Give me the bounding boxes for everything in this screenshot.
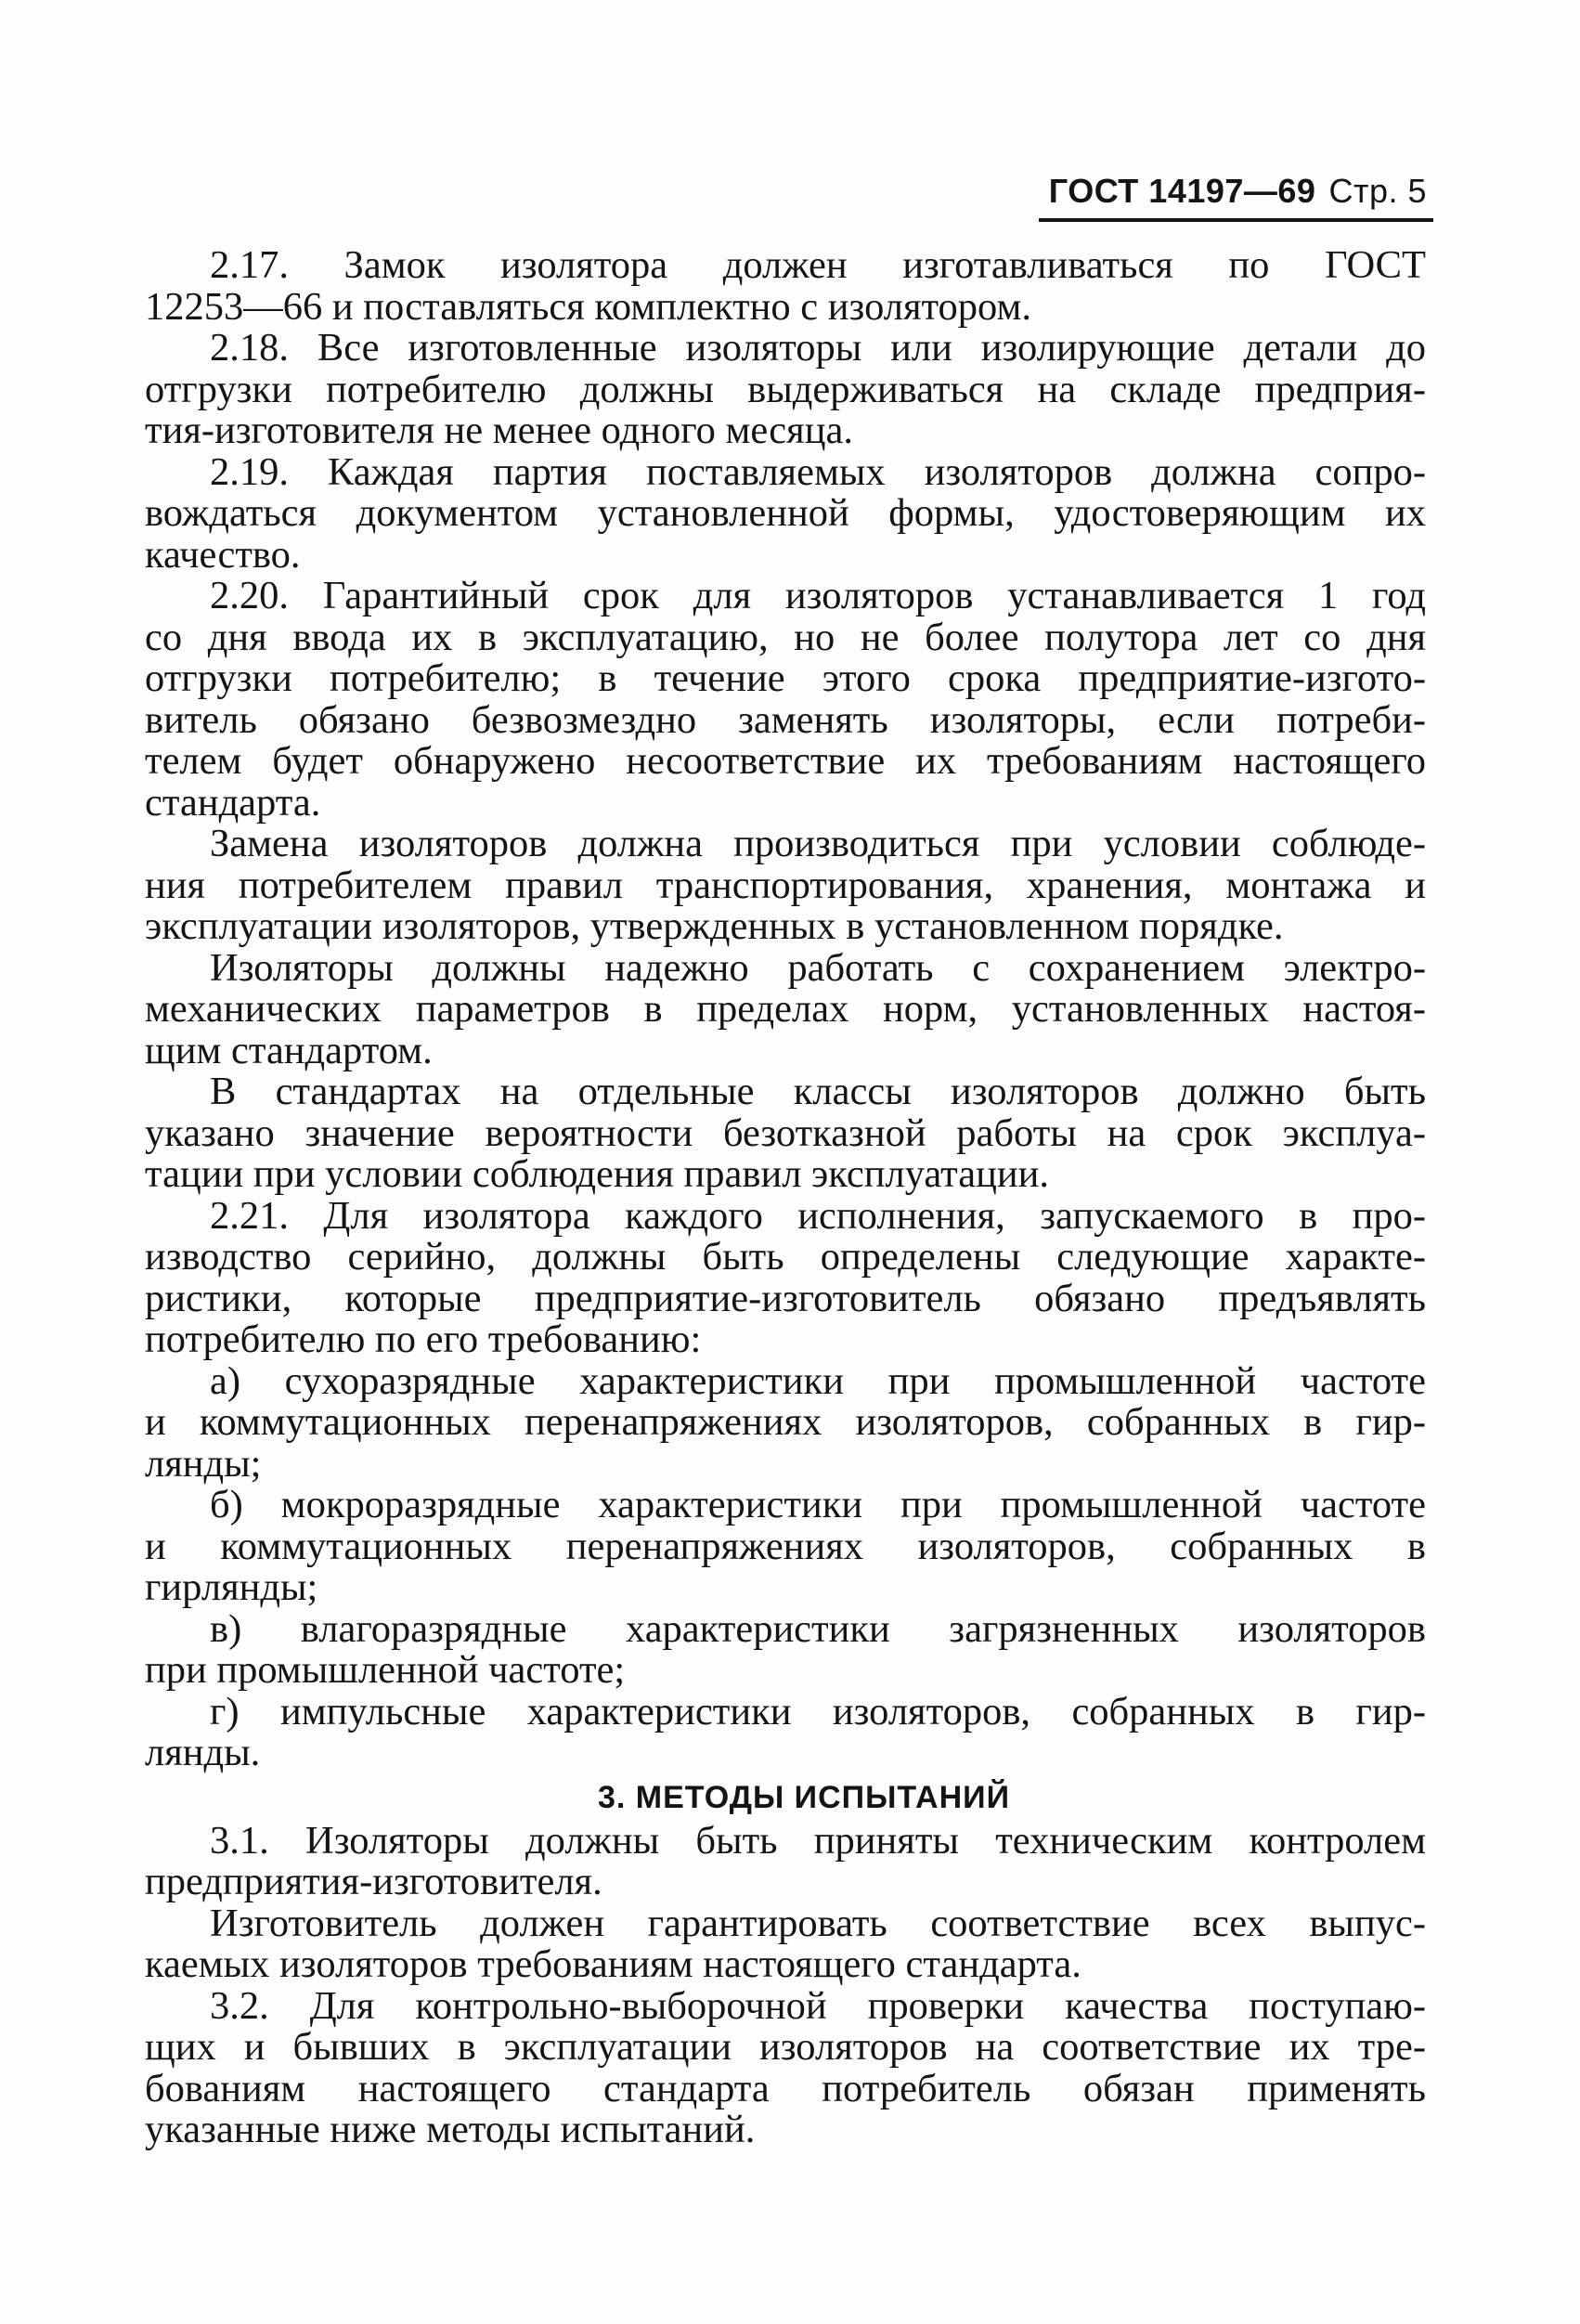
text-line: бованиям настоящего стандарта потребитель обязан применять <box>145 2066 1426 2110</box>
text-line: стандарта. <box>145 780 321 824</box>
list-item-line: а) сухоразрядные характеристики при промышленной частоте <box>210 1358 1426 1403</box>
text-line: 12253—66 и поставляться комплектно с изолятором. <box>145 284 1031 329</box>
text-line: 3.2. Для контрольно-выборочной проверки качества поступаю- <box>210 1983 1426 2028</box>
section-title: 3. МЕТОДЫ ИСПЫТАНИЙ <box>598 1779 1010 1815</box>
list-item-line: б) мокроразрядные характеристики при промышленной частоте <box>210 1483 1426 1526</box>
text-line: тия-изготовителя не менее одного месяца. <box>145 409 853 452</box>
text-line: Замена изоляторов должна производиться при условии соблюде- <box>210 822 1426 865</box>
text-line: витель обязано безвозмездно заменять изоляторы, если потреби- <box>145 697 1426 742</box>
text-line: указано значение вероятности безотказной работы на срок эксплуа- <box>145 1110 1426 1155</box>
standard-number: ГОСТ 14197—69 <box>1048 172 1316 210</box>
text-line: 2.17. Замок изолятора должен изготавливаться по ГОСТ <box>210 243 1426 287</box>
list-item-line: лянды. <box>145 1731 261 1774</box>
text-line: щих и бывших в эксплуатации изоляторов на соответствие их тре- <box>145 2025 1426 2069</box>
text-line: вождаться документом установленной формы, удостоверяющим их <box>145 491 1426 535</box>
text-line: указанные ниже методы испытаний. <box>145 2108 756 2151</box>
text-line: потребителю по его требованию: <box>145 1318 702 1361</box>
text-line: 2.20. Гарантийный срок для изоляторов устанавливается 1 год <box>210 574 1426 617</box>
text-line: ристики, которые предприятие-изготовитель обязано предъявлять <box>145 1276 1426 1320</box>
text-line: со дня ввода их в эксплуатацию, но не более полутора лет со дня <box>145 615 1426 659</box>
text-line: отгрузки потребителю; в течение этого срока предприятие-изгото- <box>145 656 1426 700</box>
text-line: тации при условии соблюдения правил эксплуатации. <box>145 1152 1049 1196</box>
list-item-line: г) импульсные характеристики изоляторов, собранных в гир- <box>210 1689 1426 1733</box>
list-item-line: гирлянды; <box>145 1565 318 1609</box>
list-item-line: в) влагоразрядные характеристики загрязненных изоляторов <box>210 1606 1426 1651</box>
body-text <box>145 245 1426 2151</box>
page-header <box>1049 173 1427 210</box>
text-line: Изоляторы должны надежно работать с сохранением электро- <box>210 945 1426 990</box>
text-line: механических параметров в пределах норм, установленных настоя- <box>145 987 1426 1031</box>
header-rule <box>1039 218 1433 222</box>
text-line: 2.18. Все изготовленные изоляторы или изолирующие детали до <box>210 326 1426 370</box>
text-line: предприятия-изготовителя. <box>145 1860 602 1903</box>
text-line: В стандартах на отдельные классы изоляторов должно быть <box>210 1070 1426 1113</box>
list-item-line: при промышленной частоте; <box>145 1648 626 1692</box>
text-line: каемых изоляторов требованиям настоящего стандарта. <box>145 1942 1081 1986</box>
text-line: 2.21. Для изолятора каждого исполнения, запускаемого в про- <box>210 1193 1426 1238</box>
text-line: эксплуатации изоляторов, утвержденных в установленном порядке. <box>145 904 1284 948</box>
text-line: Изготовитель должен гарантировать соответствие всех выпус- <box>210 1901 1426 1945</box>
text-line: качество. <box>145 532 301 577</box>
text-line: щим стандартом. <box>145 1028 433 1072</box>
page-number: Стр. 5 <box>1328 172 1427 210</box>
text-line: отгрузки потребителю должны выдерживаться на складе предприя- <box>145 367 1426 411</box>
list-item-line: лянды; <box>145 1441 262 1486</box>
text-line: 2.19. Каждая партия поставляемых изоляторов должна сопро- <box>210 449 1426 494</box>
text-line: ния потребителем правил транспортирования, хранения, монтажа и <box>145 863 1426 907</box>
text-line: телем будет обнаружено несоответствие их требованиям настоящего <box>145 739 1426 783</box>
text-line: 3.1. Изоляторы должны быть приняты техническим контролем <box>210 1818 1426 1863</box>
list-item-line: и коммутационных перенапряжениях изоляторов, собранных в гир- <box>145 1400 1426 1444</box>
list-item-line: и коммутационных перенапряжениях изоляторов, собранных в <box>145 1524 1426 1568</box>
text-line: изводство серийно, должны быть определены следующие характе- <box>145 1235 1426 1279</box>
